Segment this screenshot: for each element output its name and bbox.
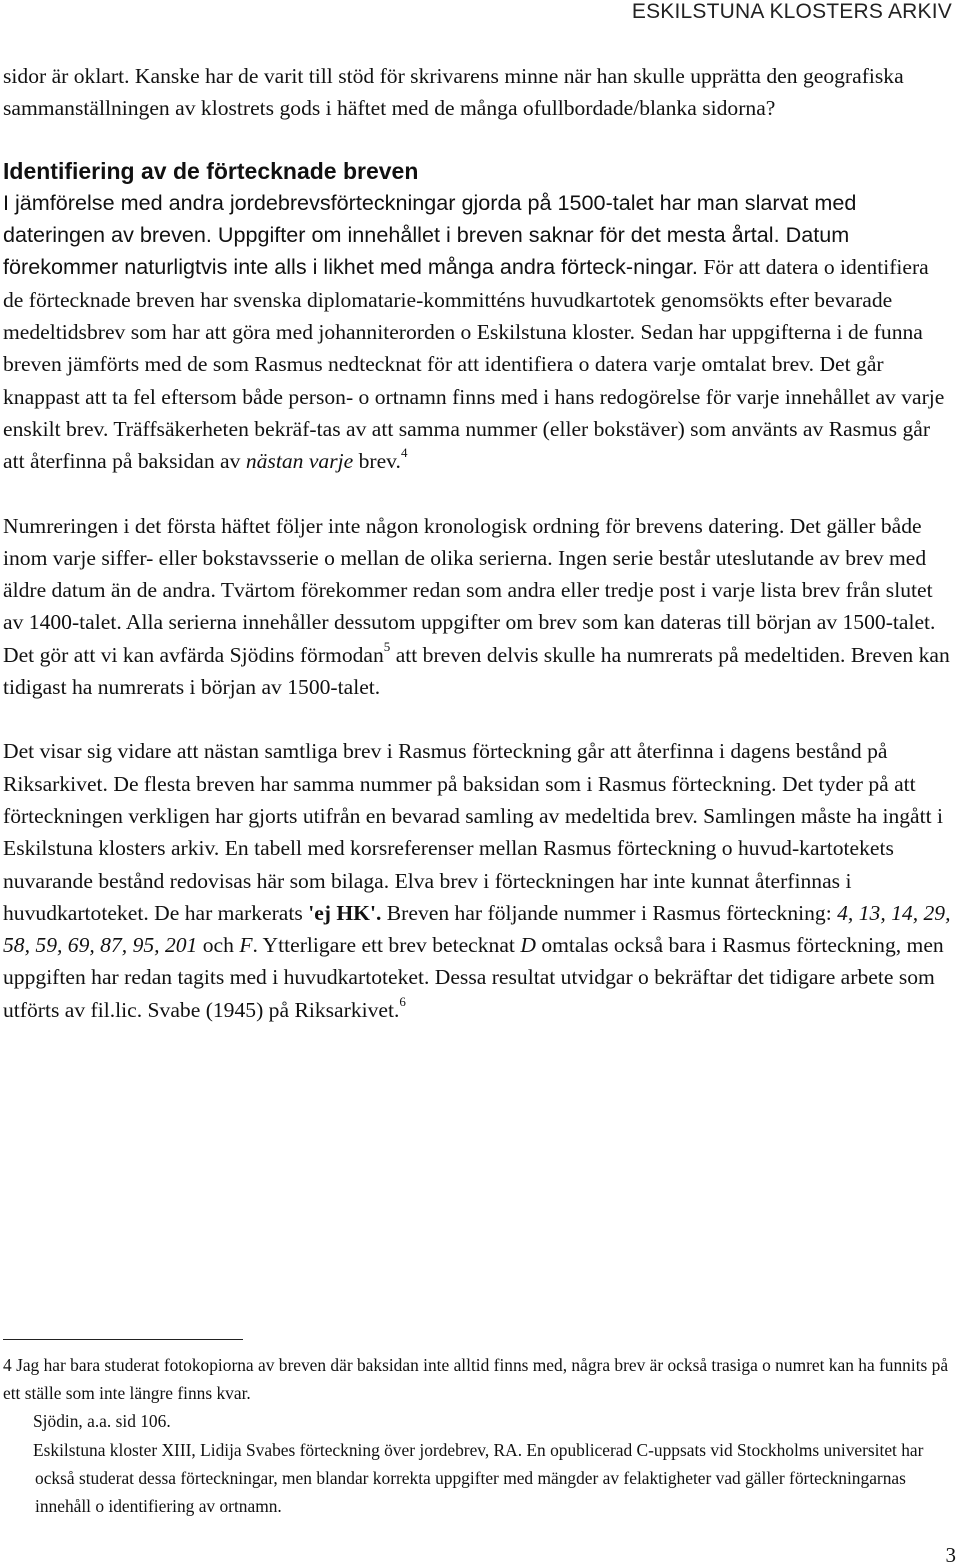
letter-f: F (239, 933, 253, 958)
paragraph-identification-serif: För att datera o identifiera de förtecknade breven har svenska diplomatarie-kommitténs huvudkartotek genomsökts efter bevarade medeltidsbrev som har att göra med johanniterorden o Eskilstuna kloster. Sedan har uppgifterna i de funna breven jämförts med de som Rasmus nedtecknat för att identifiera o datera varje omtalat brev. Det går knappast att ta fel eftersom både person- o ortnamn finns med i hans redogörelse för varje innehållet av varje enskilt brev. Träffsäkerheten bekräf-tas av att samma nummer (eller bokstäver) som använts av Rasmus går att återfinna på baksidan av (3, 255, 945, 474)
footnote-text: Eskilstuna kloster XIII, Lidija Svabes förteckning över jordebrev, RA. En opublicerad C-uppsats vid Stockholms universitet har också studerat dessa förteckningar, men blandar korrekta uppgifter med mängder av felaktigheter vad gäller förteckningarnas innehåll o identifiering av ortnamn. (33, 1439, 924, 1517)
paragraph-riksarkivet-e: omtalas också bara i Rasmus förteckning, men uppgiften har redan tagits med i huvudkartoteket. Dessa resultat utvidgar o bekräftar det tidigare arbete som utförts av fil.lic. Svabe (1945) på Riksarkivet. (3, 933, 944, 1022)
footnote-ref-5[interactable]: 5 (383, 638, 391, 654)
paragraph-intro: sidor är oklart. Kanske har de varit till stöd för skrivarens minne när han skulle upprätta den geografiska sammanställningen av klostrets gods i häftet med de många ofullbordade/blanka sidorna? (3, 64, 904, 121)
footnotes (3, 1351, 953, 1520)
footnote-5 (3, 1407, 953, 1435)
paragraph-riksarkivet-a: Det visar sig vidare att nästan samtliga brev i Rasmus förteckning går att återfinna i dagens bestånd på Riksarkivet. De flesta breven har samma nummer på baksidan som i Rasmus förteckning. Det tyder på att förteckningen verkligen har gjorts utifrån en bevarad samling av medeltida brev. Samlingen måste ha ingått i Eskilstuna klosters arkiv. En tabell med korsreferenser mellan Rasmus förteckning o huvud-kartotekets nuvarande bestånd redovisas här som bilaga. Elva brev i förteckningen har inte kunnat återfinnas i huvudkartoteket. De har markerats (3, 739, 944, 925)
running-header: ESKILSTUNA KLOSTERS ARKIV (631, 0, 952, 23)
footnote-text: Jag har bara studerat fotokopiorna av breven där baksidan inte alltid finns med, några brev är också trasiga o numret kan ha funnits på ett ställe som inte längre finns kvar. (3, 1355, 949, 1404)
footnote-separator (3, 1339, 243, 1340)
paragraph-riksarkivet-c: och (197, 933, 240, 958)
page-number: 3 (945, 1543, 956, 1567)
letter-d: D (520, 933, 536, 958)
paragraph-riksarkivet-d: . Ytterligare ett brev betecknat (252, 933, 521, 958)
footnote-4 (3, 1351, 953, 1407)
paragraph-identification-sans: I jämförelse med andra jordebrevsförteckningar gjorda på 1500-talet har man slarvat med dateringen av breven. Uppgifter om innehållet i breven saknar för det mesta årtal. Datum förekommer naturligtvis inte alls i likhet med många andra förteck-ningar. (3, 189, 857, 280)
footnote-ref-4[interactable]: 4 (400, 445, 408, 461)
paragraph-numbering-a: Numreringen i det första häftet följer inte någon kronologisk ordning för brevens datering. Det gäller både inom varje siffer- eller bokstavsserie o mellan de olika serierna. Ingen serie består uteslutande av brev med äldre datum än de andra. Tvärtom förekommer redan som andra eller tredje post i varje lista brev från slutet av 1400-talet. Alla serierna innehåller dessutom uppgifter om brev som kan dateras till början av 1500-talet. Det gör att vi kan avfärda Sjödins förmodan (3, 513, 936, 667)
paragraph-numbering-b: att breven delvis skulle ha numrerats på medeltiden. Breven kan tidigast ha numrerats i början av 1500-talet. (3, 642, 950, 700)
paragraph-identification-end: brev. (353, 449, 401, 474)
footnote-number: 4 (3, 1355, 12, 1375)
body-text (3, 60, 953, 1026)
section-heading: Identifiering av de förtecknade breven (3, 157, 419, 184)
paragraph-numbering (3, 510, 953, 704)
marker-ej-hk: 'ej HK'. (308, 900, 382, 925)
missing-numbers-list: 4, 13, 14, 29, 58, 59, 69, 87, 95, 201 (3, 900, 951, 958)
paragraph-riksarkivet (3, 735, 953, 1026)
footnote-ref-6[interactable]: 6 (399, 993, 406, 1009)
footnote-text: Sjödin, a.a. sid 106. (33, 1411, 171, 1432)
emphasis-nastan-varje: nästan varje (245, 449, 354, 474)
footnote-6 (3, 1436, 953, 1521)
footnote-number (3, 1407, 33, 1435)
paragraph-identification (3, 187, 953, 478)
footnote-number (3, 1436, 33, 1464)
paragraph-riksarkivet-b: Breven har följande nummer i Rasmus förteckning: (381, 900, 838, 925)
